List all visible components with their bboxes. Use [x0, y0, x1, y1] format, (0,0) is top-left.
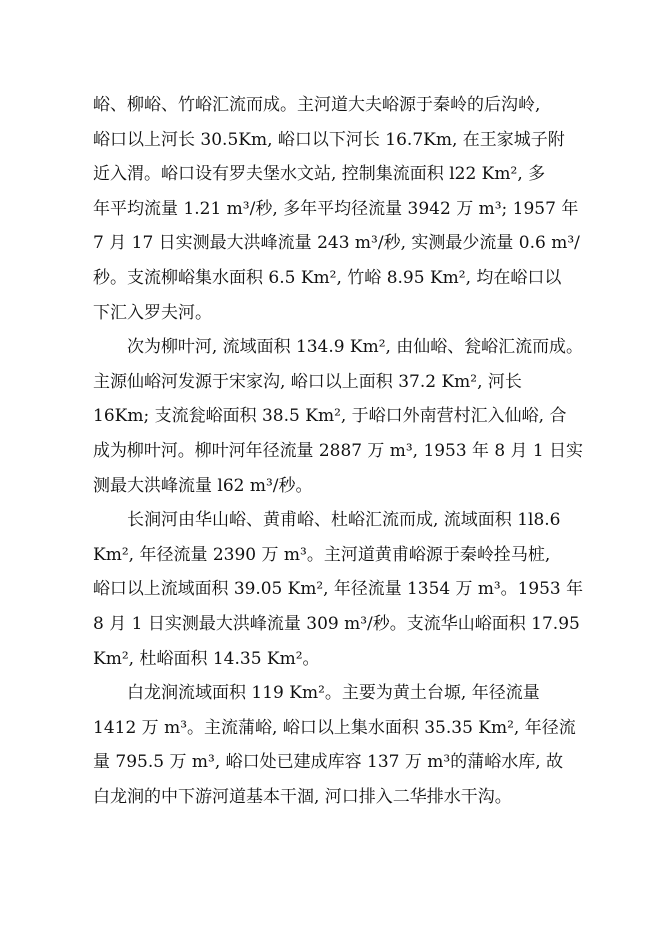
text-line: 成为柳叶河。柳叶河年径流量 2887 万 m³, 1953 年 8 月 1 日实 — [93, 440, 583, 461]
text-line: 测最大洪峰流量 l62 m³/秒。 — [93, 475, 313, 496]
text-line: 秒。支流柳峪集水面积 6.5 Km², 竹峪 8.95 Km², 均在峪口以 — [93, 267, 562, 288]
text-line: 主源仙峪河发源于宋家沟, 峪口以上面积 37.2 Km², 河长 — [93, 371, 522, 392]
text-line: 近入渭。峪口设有罗夫堡水文站, 控制集流面积 l22 Km², 多 — [93, 164, 546, 185]
text-line: 年平均流量 1.21 m³/秒, 多年平均径流量 3942 万 m³; 1957 年 — [93, 198, 579, 219]
text-line: 8 月 1 日实测最大洪峰流量 309 m³/秒。支流华山峪面积 17.95 — [93, 613, 580, 634]
text-line: 7 月 17 日实测最大洪峰流量 243 m³/秒, 实测最少流量 0.6 m³/ — [93, 233, 580, 254]
text-line: 量 795.5 万 m³, 峪口处已建成库容 137 万 m³的蒲峪水库, 故 — [93, 752, 564, 773]
text-line: Km², 年径流量 2390 万 m³。主河道黄甫峪源于秦岭拴马桩, — [93, 544, 551, 565]
text-line: 16Km; 支流瓮峪面积 38.5 Km², 于峪口外南营村汇入仙峪, 合 — [93, 406, 567, 427]
text-line: 峪口以上流域面积 39.05 Km², 年径流量 1354 万 m³。1953 年 — [93, 579, 583, 600]
body-text — [93, 88, 583, 814]
text-line: 1412 万 m³。主流蒲峪, 峪口以上集水面积 35.35 Km², 年径流 — [93, 717, 576, 738]
text-line: Km², 杜峪面积 14.35 Km²。 — [93, 648, 320, 669]
text-line: 峪、柳峪、竹峪汇流而成。主河道大夫峪源于秦岭的后沟岭, — [93, 95, 541, 115]
text-line: 次为柳叶河, 流域面积 134.9 Km², 由仙峪、瓮峪汇流而成。 — [127, 337, 583, 358]
text-line: 长涧河由华山峪、黄甫峪、杜峪汇流而成, 流域面积 1l8.6 — [127, 510, 561, 531]
text-line: 白龙涧的中下游河道基本干涸, 河口排入二华排水干沟。 — [93, 786, 512, 807]
text-line: 峪口以上河长 30.5Km, 峪口以下河长 16.7Km, 在王家城子附 — [93, 129, 565, 150]
text-line: 下汇入罗夫河。 — [93, 302, 212, 323]
text-line: 白龙涧流域面积 119 Km²。主要为黄土台塬, 年径流量 — [127, 683, 540, 704]
